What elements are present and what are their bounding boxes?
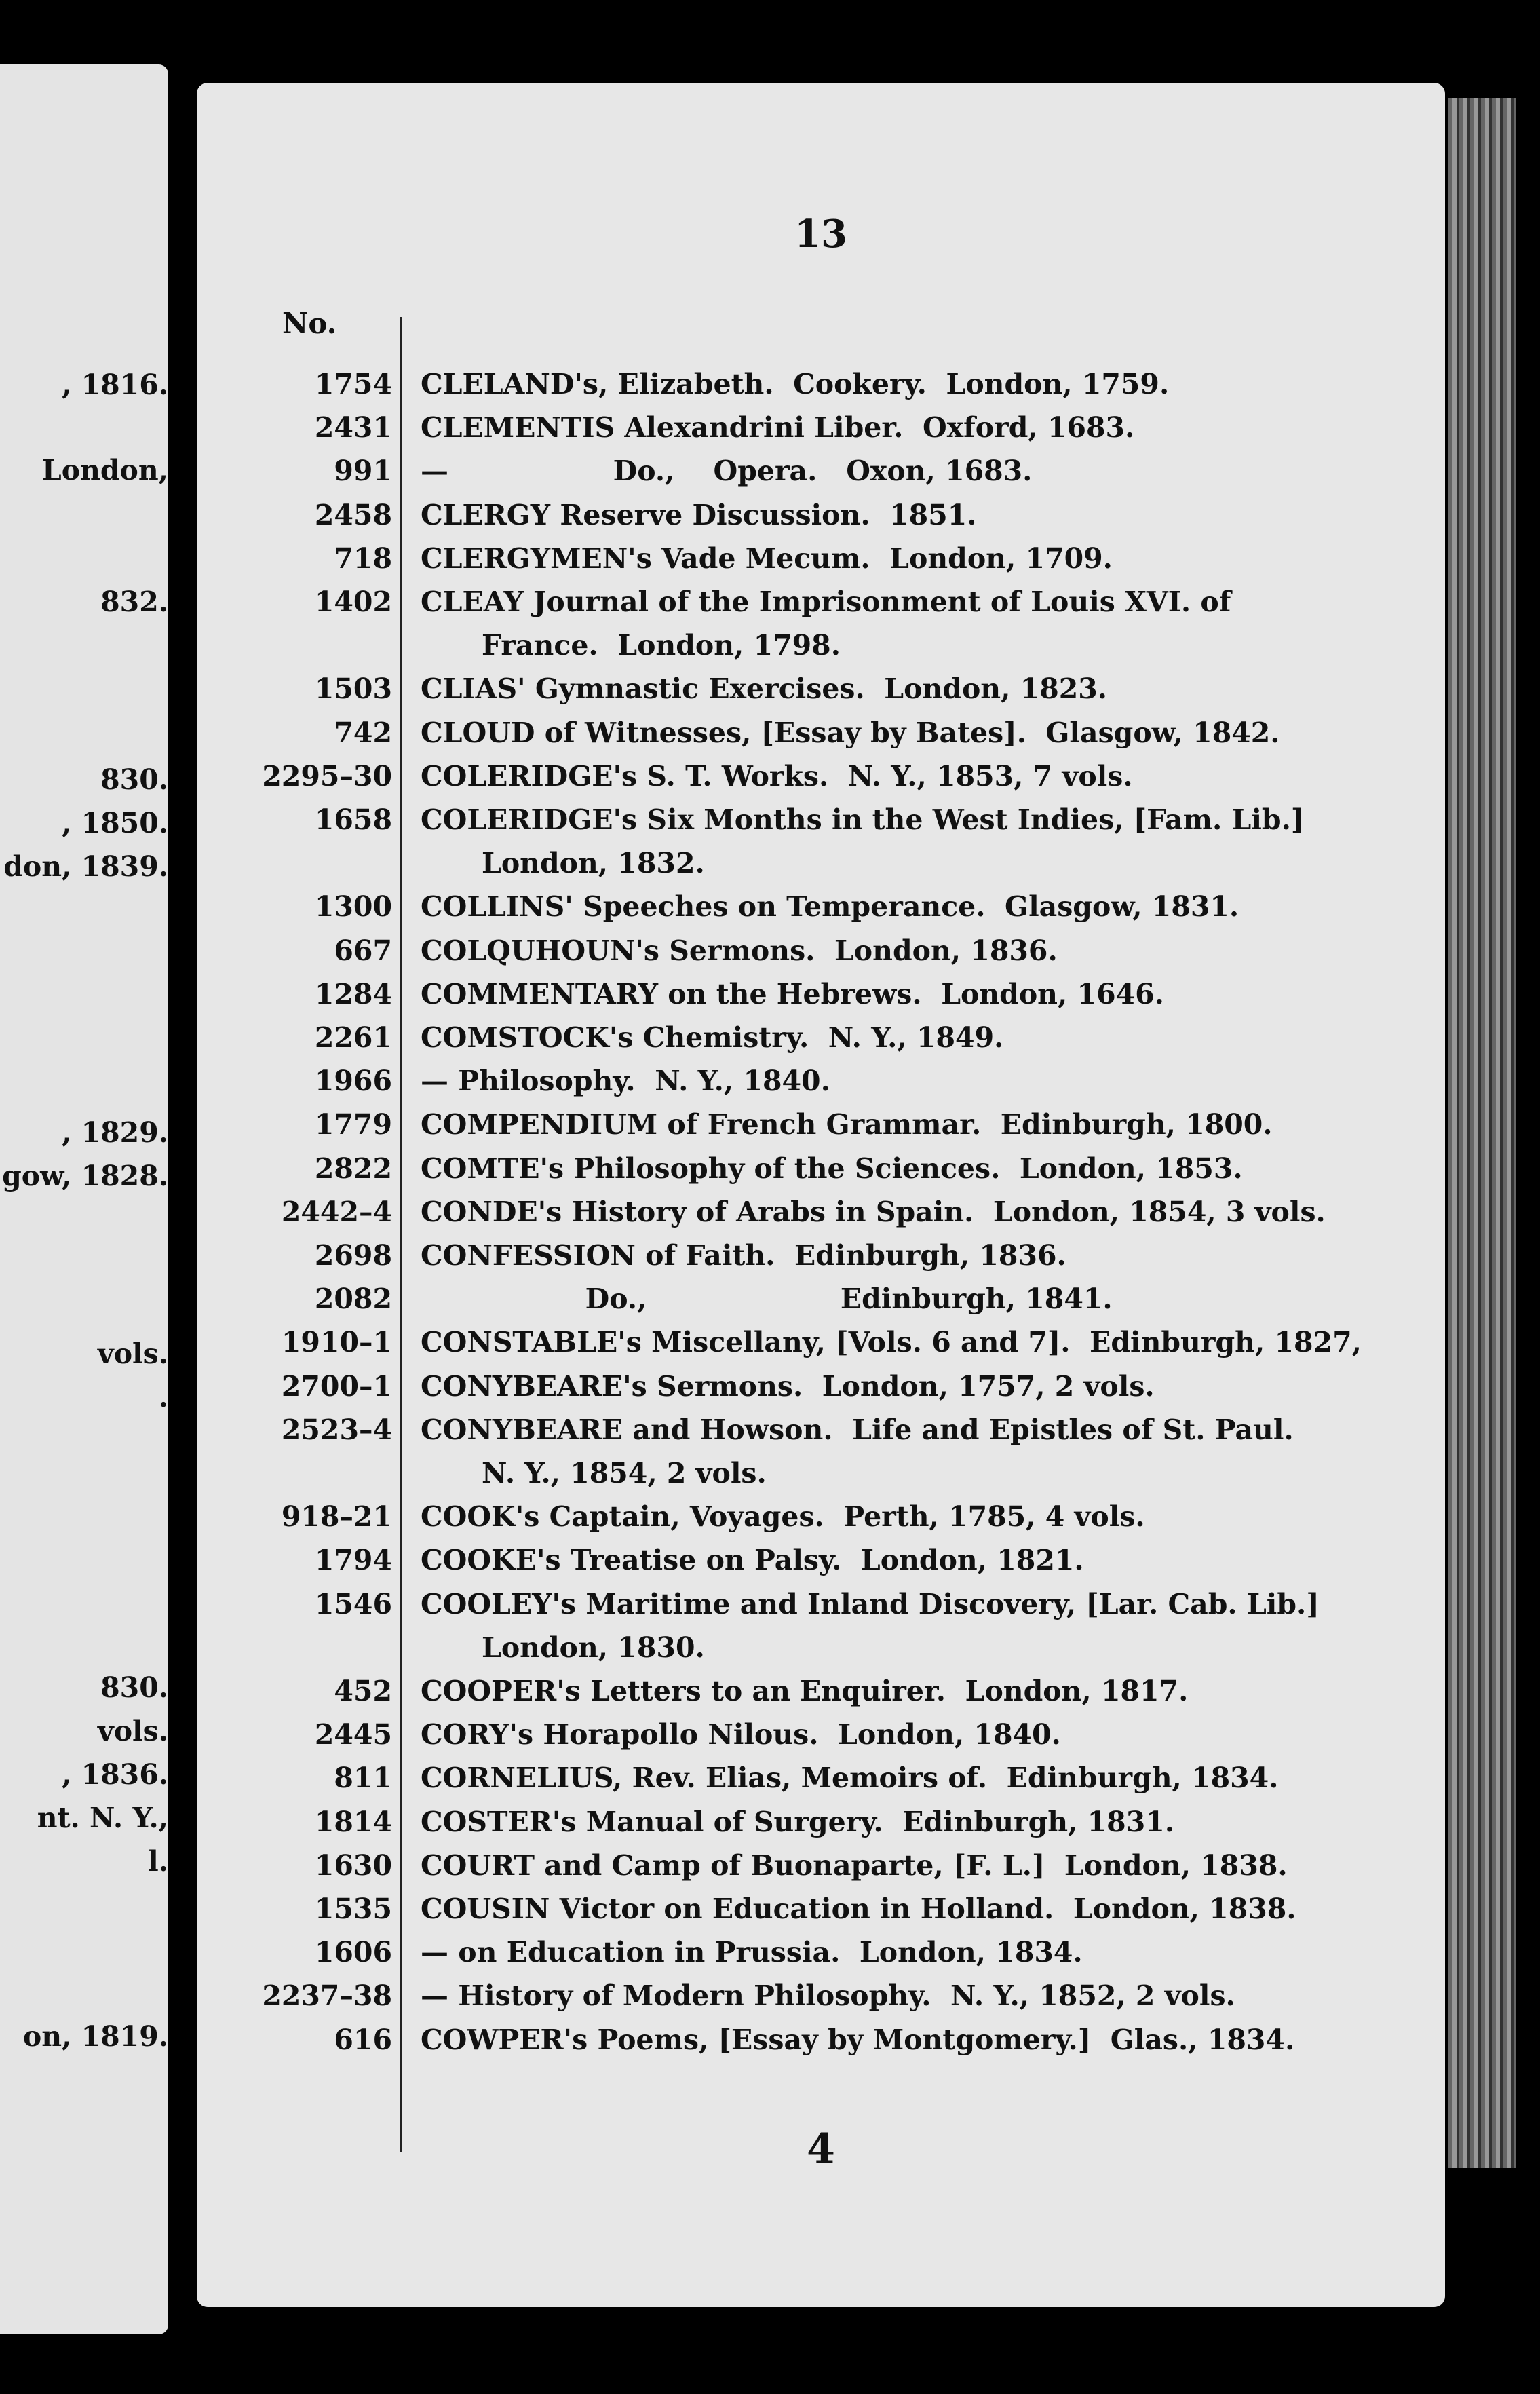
entry-number: 616 [334, 2024, 392, 2056]
entry-text: Do., Edinburgh, 1841. [421, 1282, 1113, 1315]
facing-page-line: , 1836. [62, 1758, 168, 1791]
entry-text: COOPER's Letters to an Enquirer. London, 1817. [421, 1675, 1189, 1707]
entry-number: 1606 [314, 1936, 392, 1969]
catalog-entry [197, 1065, 1445, 1108]
catalog-page [197, 83, 1445, 2307]
catalog-entry [197, 1370, 1445, 1413]
entry-text: CONFESSION of Faith. Edinburgh, 1836. [421, 1239, 1066, 1272]
entry-number: 2431 [314, 411, 392, 444]
catalog-entry [197, 1282, 1445, 1326]
catalog-entry [197, 1849, 1445, 1893]
entry-text: London, 1832. [482, 847, 705, 879]
entry-text: COMPENDIUM of French Grammar. Edinburgh, 1800. [421, 1108, 1273, 1141]
catalog-entry [197, 368, 1445, 411]
entry-text: CORY's Horapollo Nilous. London, 1840. [421, 1718, 1061, 1751]
entry-number: 2700–1 [281, 1370, 392, 1403]
catalog-entry [197, 499, 1445, 542]
entry-text: CLIAS' Gymnastic Exercises. London, 1823. [421, 672, 1108, 705]
entry-number: 1779 [314, 1108, 392, 1141]
entry-text: CONYBEARE's Sermons. London, 1757, 2 vols. [421, 1370, 1155, 1403]
entry-number: 918–21 [281, 1500, 392, 1533]
catalog-entry [197, 411, 1445, 455]
entry-number: 1503 [314, 672, 392, 705]
catalog-entry [197, 1631, 1445, 1675]
facing-page-line: . [158, 1381, 168, 1413]
catalog-entry [197, 1718, 1445, 1762]
catalog-entry [197, 1457, 1445, 1500]
entry-text: France. London, 1798. [482, 629, 841, 662]
catalog-entry [197, 1196, 1445, 1239]
entry-text: COLERIDGE's S. T. Works. N. Y., 1853, 7 vols. [421, 760, 1133, 793]
entry-number: 1535 [314, 1893, 392, 1925]
entry-number: 811 [334, 1762, 392, 1794]
facing-page-line: , 1816. [62, 368, 168, 401]
entry-number: 991 [334, 455, 392, 487]
catalog-entry [197, 1021, 1445, 1065]
entry-number: 2261 [314, 1021, 392, 1054]
catalog-entry [197, 1675, 1445, 1718]
catalog-entry [197, 1893, 1445, 1936]
entry-text: CONDE's History of Arabs in Spain. London, 1854, 3 vols. [421, 1196, 1326, 1228]
entry-number: 2082 [314, 1282, 392, 1315]
catalog-entry [197, 934, 1445, 978]
entry-text: — Do., Opera. Oxon, 1683. [421, 455, 1033, 487]
entry-text: CLOUD of Witnesses, [Essay by Bates]. Glasgow, 1842. [421, 717, 1280, 749]
entry-number: 1814 [314, 1806, 392, 1838]
entry-text: COOKE's Treatise on Palsy. London, 1821. [421, 1544, 1084, 1576]
entry-text: — Philosophy. N. Y., 1840. [421, 1065, 830, 1097]
facing-page-line: vols. [97, 1715, 168, 1747]
entry-number: 1284 [314, 978, 392, 1010]
entry-text: CONSTABLE's Miscellany, [Vols. 6 and 7]. Edinburgh, 1827, [421, 1326, 1362, 1358]
catalog-entry [197, 629, 1445, 672]
facing-page-line: 832. [100, 586, 168, 618]
entry-number: 1794 [314, 1544, 392, 1576]
facing-page-line: London, [41, 454, 168, 487]
entry-text: CORNELIUS, Rev. Elias, Memoirs of. Edinburgh, 1834. [421, 1762, 1279, 1794]
entry-text: COLERIDGE's Six Months in the West Indies, [Fam. Lib.] [421, 803, 1305, 836]
entry-number: 2822 [314, 1152, 392, 1185]
entry-text: CLELAND's, Elizabeth. Cookery. London, 1759. [421, 368, 1170, 400]
entry-text: — on Education in Prussia. London, 1834. [421, 1936, 1083, 1969]
page-edges [1448, 98, 1516, 2168]
entry-text: N. Y., 1854, 2 vols. [482, 1457, 767, 1489]
catalog-entry [197, 455, 1445, 498]
entry-text: COWPER's Poems, [Essay by Montgomery.] Glas., 1834. [421, 2024, 1295, 2056]
entry-text: CONYBEARE and Howson. Life and Epistles of St. Paul. [421, 1413, 1294, 1446]
catalog-entry [197, 1108, 1445, 1152]
entry-number: 667 [334, 934, 392, 967]
catalog-entry [197, 1500, 1445, 1544]
facing-page-line: on, 1819. [22, 2020, 168, 2053]
entry-number: 2442–4 [281, 1196, 392, 1228]
entry-number: 1966 [314, 1065, 392, 1097]
entry-text: COURT and Camp of Buonaparte, [F. L.] London, 1838. [421, 1849, 1288, 1882]
catalog-entry [197, 542, 1445, 586]
catalog-entry [197, 847, 1445, 890]
entry-text: CLEMENTIS Alexandrini Liber. Oxford, 1683. [421, 411, 1135, 444]
entry-text: CLEAY Journal of the Imprisonment of Louis XVI. of [421, 586, 1231, 618]
catalog-entry [197, 1239, 1445, 1282]
entry-text: COLLINS' Speeches on Temperance. Glasgow, 1831. [421, 890, 1239, 923]
catalog-entry [197, 1762, 1445, 1805]
facing-page-line: vols. [97, 1337, 168, 1370]
entry-text: COMTE's Philosophy of the Sciences. London, 1853. [421, 1152, 1243, 1185]
catalog-entry [197, 803, 1445, 847]
entry-number: 2458 [314, 499, 392, 531]
catalog-entry [197, 586, 1445, 629]
entry-number: 1546 [314, 1588, 392, 1620]
entry-number: 1300 [314, 890, 392, 923]
catalog-entry [197, 1588, 1445, 1631]
entry-number: 452 [334, 1675, 392, 1707]
page-number: 13 [794, 212, 847, 256]
signature-mark: 4 [807, 2125, 835, 2173]
facing-page [0, 64, 168, 2334]
entry-number: 1910–1 [281, 1326, 392, 1358]
entry-number: 718 [334, 542, 392, 575]
facing-page-line: 830. [100, 763, 168, 796]
catalog-entry [197, 1544, 1445, 1587]
catalog-entry [197, 1152, 1445, 1196]
entry-text: CLERGY Reserve Discussion. 1851. [421, 499, 977, 531]
entry-text: COMMENTARY on the Hebrews. London, 1646. [421, 978, 1164, 1010]
entry-text: COOK's Captain, Voyages. Perth, 1785, 4 vols. [421, 1500, 1145, 1533]
catalog-entry [197, 1979, 1445, 2023]
entry-number: 2698 [314, 1239, 392, 1272]
catalog-entry [197, 1413, 1445, 1457]
facing-page-line: nt. N. Y., [37, 1802, 168, 1834]
entry-number: 2445 [314, 1718, 392, 1751]
facing-page-line: gow, 1828. [2, 1160, 168, 1192]
catalog-entry [197, 1326, 1445, 1369]
entry-number: 1754 [314, 368, 392, 400]
entry-text: COOLEY's Maritime and Inland Discovery, [Lar. Cab. Lib.] [421, 1588, 1320, 1620]
entry-text: COUSIN Victor on Education in Holland. London, 1838. [421, 1893, 1296, 1925]
entry-number: 2237–38 [262, 1979, 392, 2012]
facing-page-line: l. [148, 1845, 168, 1878]
entry-number: 742 [334, 717, 392, 749]
facing-page-line: don, 1839. [3, 850, 168, 883]
catalog-entry [197, 1936, 1445, 1979]
catalog-entry [197, 717, 1445, 760]
facing-page-line: , 1829. [62, 1116, 168, 1149]
entry-text: CLERGYMEN's Vade Mecum. London, 1709. [421, 542, 1113, 575]
entry-number: 2523–4 [281, 1413, 392, 1446]
number-column-header: No. [282, 307, 337, 340]
catalog-entry [197, 1806, 1445, 1849]
catalog-entry [197, 760, 1445, 803]
entry-number: 1402 [314, 586, 392, 618]
entry-number: 2295–30 [262, 760, 392, 793]
facing-page-line: 830. [100, 1671, 168, 1704]
entry-text: — History of Modern Philosophy. N. Y., 1852, 2 vols. [421, 1979, 1235, 2012]
catalog-entry [197, 978, 1445, 1021]
catalog-entry [197, 672, 1445, 716]
entry-text: COLQUHOUN's Sermons. London, 1836. [421, 934, 1058, 967]
entry-number: 1630 [314, 1849, 392, 1882]
entry-text: COMSTOCK's Chemistry. N. Y., 1849. [421, 1021, 1004, 1054]
entry-number: 1658 [314, 803, 392, 836]
entry-text: COSTER's Manual of Surgery. Edinburgh, 1831. [421, 1806, 1175, 1838]
entry-text: London, 1830. [482, 1631, 705, 1664]
catalog-entry [197, 2024, 1445, 2067]
facing-page-line: , 1850. [62, 807, 168, 839]
catalog-entry [197, 890, 1445, 934]
